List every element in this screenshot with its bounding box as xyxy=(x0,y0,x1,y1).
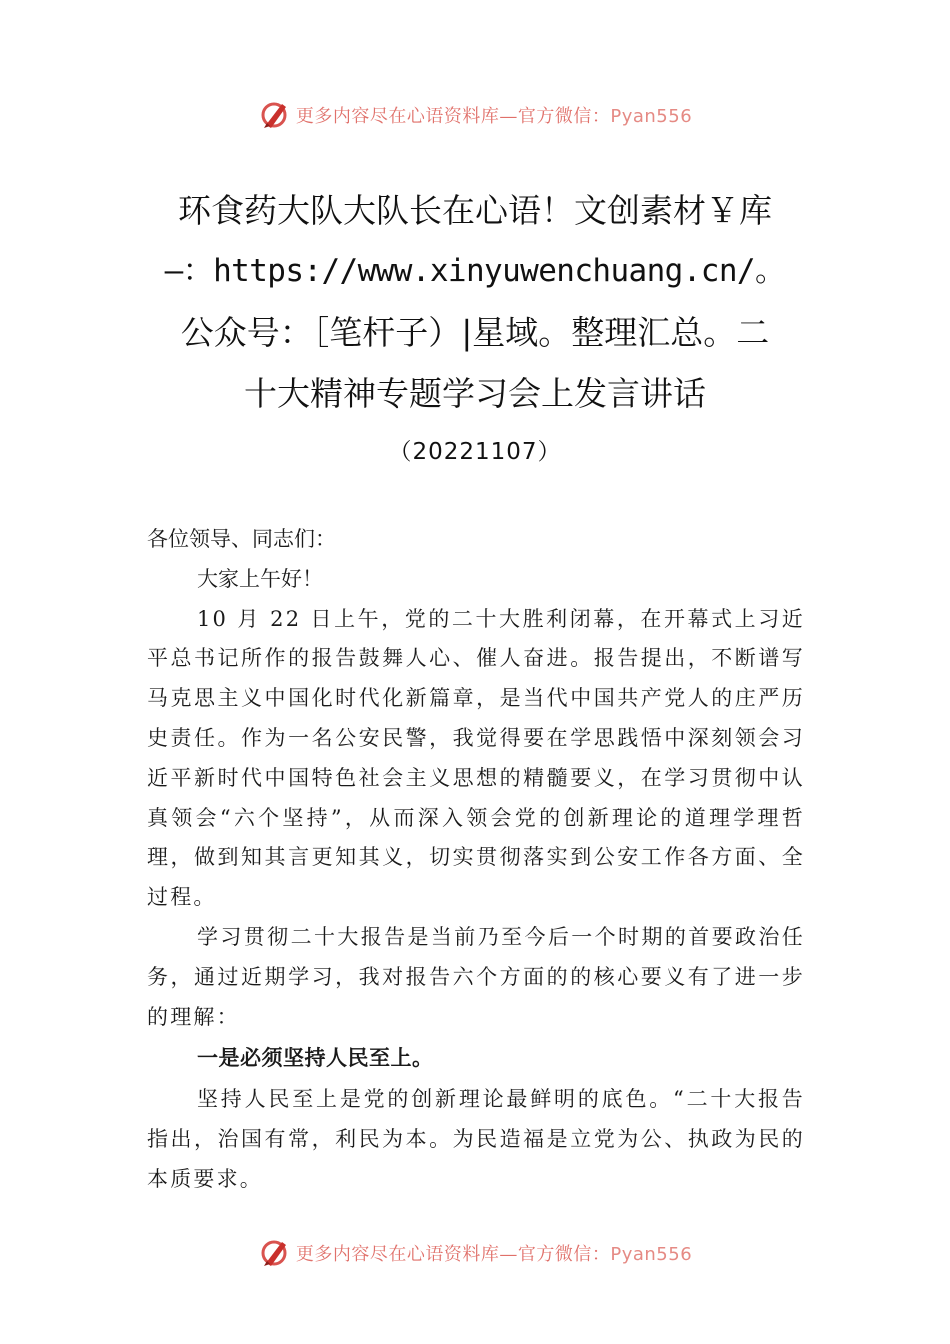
paragraph-2: 学习贯彻二十大报告是当前乃至今后一个时期的首要政治任务，通过近期学习，我对报告六个方面的的核心要义有了进一步的理解： xyxy=(147,924,805,1029)
title-line-1: 环食药大队大队长在心语！文创素材￥库 xyxy=(178,191,772,230)
section-heading-1: 一是必须坚持人民至上。 xyxy=(197,1046,434,1071)
watermark-banner-bottom xyxy=(0,1233,950,1273)
document-body xyxy=(147,520,805,1200)
watermark-wechat-id: Pyan556 xyxy=(610,1244,693,1265)
paragraph-1: 10 月 22 日上午，党的二十大胜利闭幕，在开幕式上习近平总书记所作的报告鼓舞人心、催人奋进。报告提出，不断谱写马克思主义中国化时代化新篇章，是当代中国共产党人的庄严历史责任。作为一名公安民警，我觉得要在学思践悟中深刻领会习近平新时代中国特色社会主义思想的精髓要义，在学习贯彻中认真领会“六个坚持”，从而深入领会党的创新理论的道理学理哲理，做到知其言更知其义，切实贯彻落实到公安工作各方面、全过程。 xyxy=(147,606,805,910)
document-title xyxy=(145,180,805,424)
watermark-text: 更多内容尽在心语资料库—官方微信： xyxy=(295,106,611,127)
title-line-3: 公众号：［笔杆子）|星域。整理汇总。二 xyxy=(180,313,770,352)
pen-nib-logo-icon xyxy=(258,98,292,132)
watermark-wechat-id: Pyan556 xyxy=(610,106,693,127)
paragraph-3: 坚持人民至上是党的创新理论最鲜明的底色。“二十大报告指出，治国有常，利民为本。为民造福是立党为公、执政为民的本质要求。 xyxy=(147,1087,805,1191)
greeting: 大家上午好！ xyxy=(197,566,323,591)
document-date: （20221107） xyxy=(388,439,562,465)
pen-nib-logo-icon xyxy=(258,1236,292,1270)
salutation: 各位领导、同志们： xyxy=(147,527,336,551)
watermark-text: 更多内容尽在心语资料库—官方微信： xyxy=(295,1244,611,1265)
title-line-2: —：https://www.xinyuwenchuang.cn/。 xyxy=(164,253,786,289)
watermark-banner-top xyxy=(0,95,950,135)
title-line-4: 十大精神专题学习会上发言讲话 xyxy=(244,374,706,413)
